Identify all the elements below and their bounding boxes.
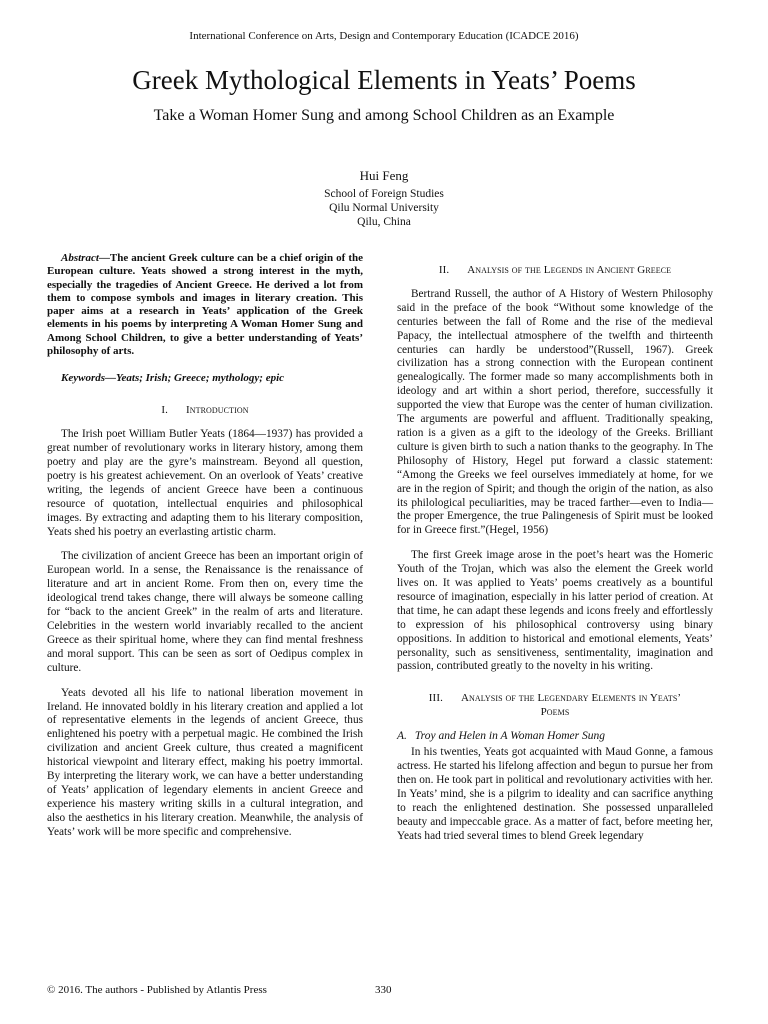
abstract-text: The ancient Greek culture can be a chief origin of the European culture. Yeats showed a strong interest in the myth, especially the tragedies of Ancient Greece. He derived a lot from them to compose symbols and images in literary creation. This paper aims at a research in Yeats’ application of the Greek elements in his poems by interpreting A Woman Homer Sung and Among School Children, to give a better understanding of Yeats’ philosophy of arts. <box>47 252 363 358</box>
section-number: I. <box>161 404 168 417</box>
subsection-heading <box>397 730 713 744</box>
section-heading-legends <box>397 264 713 278</box>
keywords: Keywords—Yeats; Irish; Greece; mythology; epic <box>61 372 285 385</box>
affiliation-line: School of Foreign Studies <box>324 188 444 200</box>
paragraph: The Irish poet William Butler Yeats (1864—1937) has provided a great number of revolutionary works in literary history, among them poetry and play are the gyre’s mainstream. Beyond all question, poetry is his greatest achievement. On an overlook of Yeats’ creative writing, the legends of ancient Greece have been a continuous resource of quotation, intellectual enquiries and philosophical images. By extracting and adapting them to his literary composition, Yeats shed his poetry an everlasting artistic charm. <box>47 428 363 538</box>
abstract <box>47 252 363 358</box>
section-title: Analysis of the Legendary Elements in Yeats’ <box>460 692 682 705</box>
subsection-number: A. <box>397 730 407 743</box>
paragraph: Bertrand Russell, the author of A History of Western Philosophy said in the preface of the book “Without some knowledge of the centuries between the fall of Rome and the rise of the medieval Papacy, the intellectual atmosphere of the twelfth and thirteenth centuries can hardly be understood”(Russell, 1967). Greek civilization has a strong connection with the European continent genealogically. The former made so many accomplishments both in ideology and art within a short period, therefore, successfully it supported the view that Europe was the center of human civilization. The arguments are powerful and affluent. Traditionally speaking, ration is a given as a gift to the ideology of the Greeks. Brilliant culture is given birth to such a nation thanks to the geography. In The Philosophy of History, Hegel put forward a classic statement: “Among the Greeks we feel ourselves immediately at home, for we are in the region of Spirit; and though the origin of the nation, as also its philological peculiarities, may be traced farther—even to India—the proper Emergence, the true Palingenesis of Spirit must be looked for in Greece first.”(Hegel, 1956) <box>397 287 713 537</box>
section-number: II. <box>438 264 450 276</box>
section-heading-elements <box>397 692 713 720</box>
section-title: Analysis of the Legends in Ancient Greece <box>467 264 672 276</box>
right-column <box>397 264 713 843</box>
paragraph: The civilization of ancient Greece has been an important origin of European world. In a sense, the Renaissance is the renaissance of literature and art in ancient Rome. From then on, every time the ideological trend takes change, there will always be someone calling for “back to the ancient Greek” in the realm of arts and literature. Celebrities in the western world invariably recalled to the ancient Greece as their spiritual home, where they can find mental freshness and moral support. This can be seen as sort of Oedipus complex in culture. <box>47 550 363 674</box>
paragraph: Yeats devoted all his life to national liberation movement in Ireland. He innovated boldly in his literary creation and applied a lot of representative elements in the legends of ancient Greece, thus enlightened his poetry with a perpetual magic. He combined the Irish civilization and ancient Greek culture, thus created a magnificent historical viewpoint and literary effect, making his poetry immortal. By interpreting the literary work, we can have a better understanding of Yeats’ application of legendary elements in ancient Greece and experience his mastery writing skills in a cultural integration, and also the aesthetics in his literary creation. Meanwhile, the analysis of Yeats’ work will be more specific and comprehensive. <box>47 686 363 838</box>
abstract-dash: — <box>98 252 110 264</box>
paragraph: The first Greek image arose in the poet’s heart was the Homeric Youth of the Trojan, which was also the element the Greek world lives on. It was applied to Yeats’ poems creatively as a bountiful resource of imagination, especially in his latter period of creation. At that time, he can adapt these legends and icons freely and effortlessly to expression of his philosophical controversy using binary oppositions. In addition to historical and emotional elements, Yeats’ personality, such as sensitiveness, sentimentality, imagination and passion, contributed greatly to the novelty in his writing. <box>397 549 713 673</box>
paper-subtitle: Take a Woman Homer Sung and among School Children as an Example <box>153 107 615 124</box>
section-number: III. <box>428 692 443 705</box>
author-affiliation <box>0 187 768 229</box>
paragraph: In his twenties, Yeats got acquainted with Maud Gonne, a famous actress. He started his lifelong affection and begun to pursue her from then on. He took part in political and revolutionary activities with her. In Yeats’ mind, she is a pilgrim to ideality and can sacrifice anything to reach the enlightened destination. She possessed unparalleled beauty and impeccable grace. As a matter of fact, before meeting her, Yeats had tried several times to blend Greek legendary <box>397 746 713 842</box>
section-title-continued: Poems <box>540 706 570 719</box>
conference-header: International Conference on Arts, Design and Contemporary Education (ICADCE 2016) <box>189 30 579 42</box>
page-number: 330 <box>375 984 392 996</box>
footer-copyright: © 2016. The authors - Published by Atlantis Press <box>47 984 267 996</box>
section-title: Introduction <box>185 404 249 417</box>
author-name: Hui Feng <box>359 168 409 183</box>
section-heading-introduction <box>47 404 363 418</box>
left-column <box>47 252 363 840</box>
abstract-label: Abstract <box>61 252 99 264</box>
affiliation-line: Qilu, China <box>357 216 411 228</box>
paper-title: Greek Mythological Elements in Yeats’ Poems <box>132 65 636 95</box>
subsection-title: Troy and Helen in A Woman Homer Sung <box>414 730 605 743</box>
affiliation-line: Qilu Normal University <box>329 202 439 214</box>
